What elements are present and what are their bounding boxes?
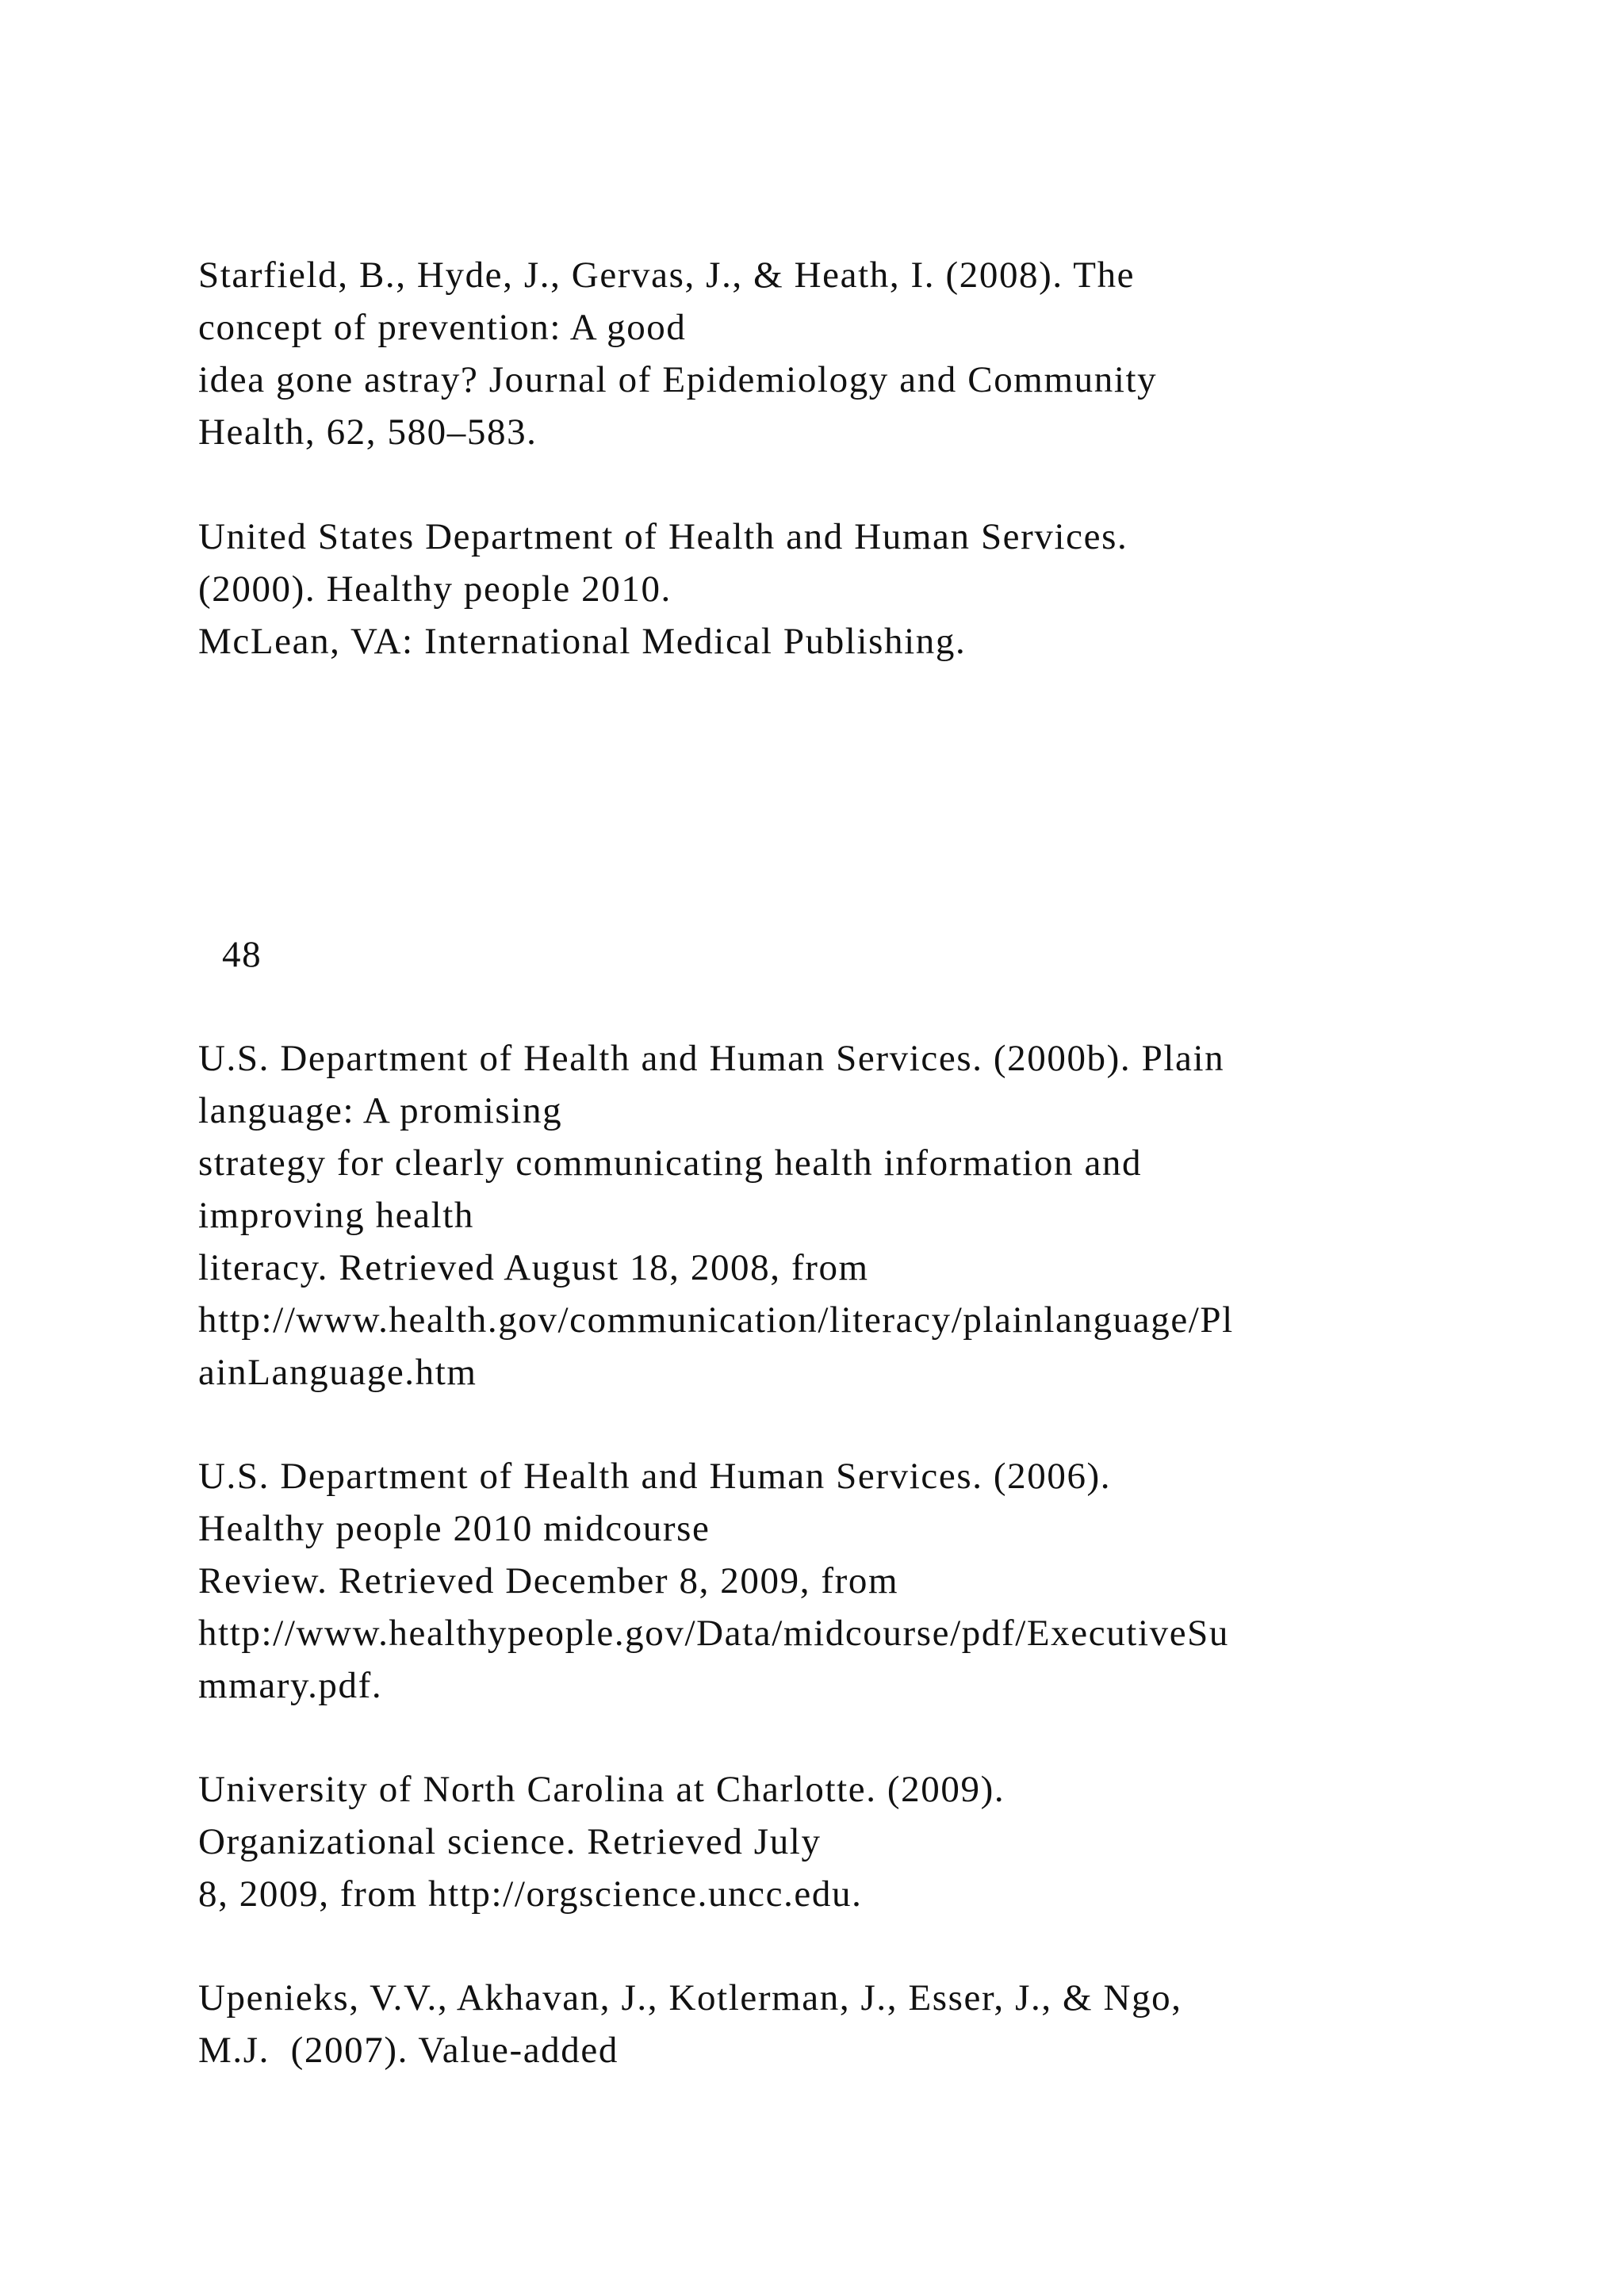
reference-link: http://www.health.gov/communication/literacy/plainlanguage/Pl: [198, 1299, 1234, 1341]
page-number-text: 48: [222, 934, 262, 975]
reference-line: Organizational science. Retrieved July: [198, 1821, 822, 1862]
reference-line: United States Department of Health and Human Services.: [198, 516, 1128, 557]
reference-line: Healthy people 2010 midcourse: [198, 1508, 710, 1549]
reference-upenieks: [198, 1972, 1507, 2076]
reference-line: University of North Carolina at Charlotte. (2009).: [198, 1769, 1005, 1810]
reference-line: improving health: [198, 1195, 475, 1236]
reference-line: Upenieks, V.V., Akhavan, J., Kotlerman, J., Esser, J., & Ngo,: [198, 1977, 1182, 2019]
reference-usdhhs-2000b: [198, 1032, 1507, 1399]
page-number: [222, 928, 1530, 981]
reference-line: M.J. (2007). Value-added: [198, 2030, 619, 2071]
reference-usdhhs-2006: [198, 1450, 1507, 1712]
reference-line: idea gone astray? Journal of Epidemiology and Community: [198, 359, 1158, 400]
reference-line: strategy for clearly communicating health information and: [198, 1142, 1143, 1184]
reference-line: U.S. Department of Health and Human Services. (2000b). Plain: [198, 1038, 1225, 1079]
reference-link: http://www.healthypeople.gov/Data/midcourse/pdf/ExecutiveSu: [198, 1613, 1230, 1654]
reference-line: (2000). Healthy people 2010.: [198, 568, 672, 610]
reference-link: mmary.pdf.: [198, 1665, 383, 1706]
reference-line: U.S. Department of Health and Human Services. (2006).: [198, 1456, 1112, 1497]
reference-usdhhs-2000: [198, 511, 1507, 668]
reference-line: 8, 2009, from http://orgscience.uncc.edu.: [198, 1873, 863, 1915]
reference-line: McLean, VA: International Medical Publishing.: [198, 621, 967, 662]
reference-link: ainLanguage.htm: [198, 1352, 477, 1393]
reference-starfield: [198, 249, 1507, 458]
reference-line: Review. Retrieved December 8, 2009, from: [198, 1560, 899, 1601]
reference-line: language: A promising: [198, 1090, 563, 1131]
reference-line: Starfield, B., Hyde, J., Gervas, J., & Heath, I. (2008). The: [198, 254, 1136, 296]
reference-line: literacy. Retrieved August 18, 2008, from: [198, 1247, 869, 1288]
reference-line: concept of prevention: A good: [198, 307, 687, 348]
reference-unc-charlotte: [198, 1763, 1507, 1920]
reference-line: Health, 62, 580–583.: [198, 411, 538, 453]
